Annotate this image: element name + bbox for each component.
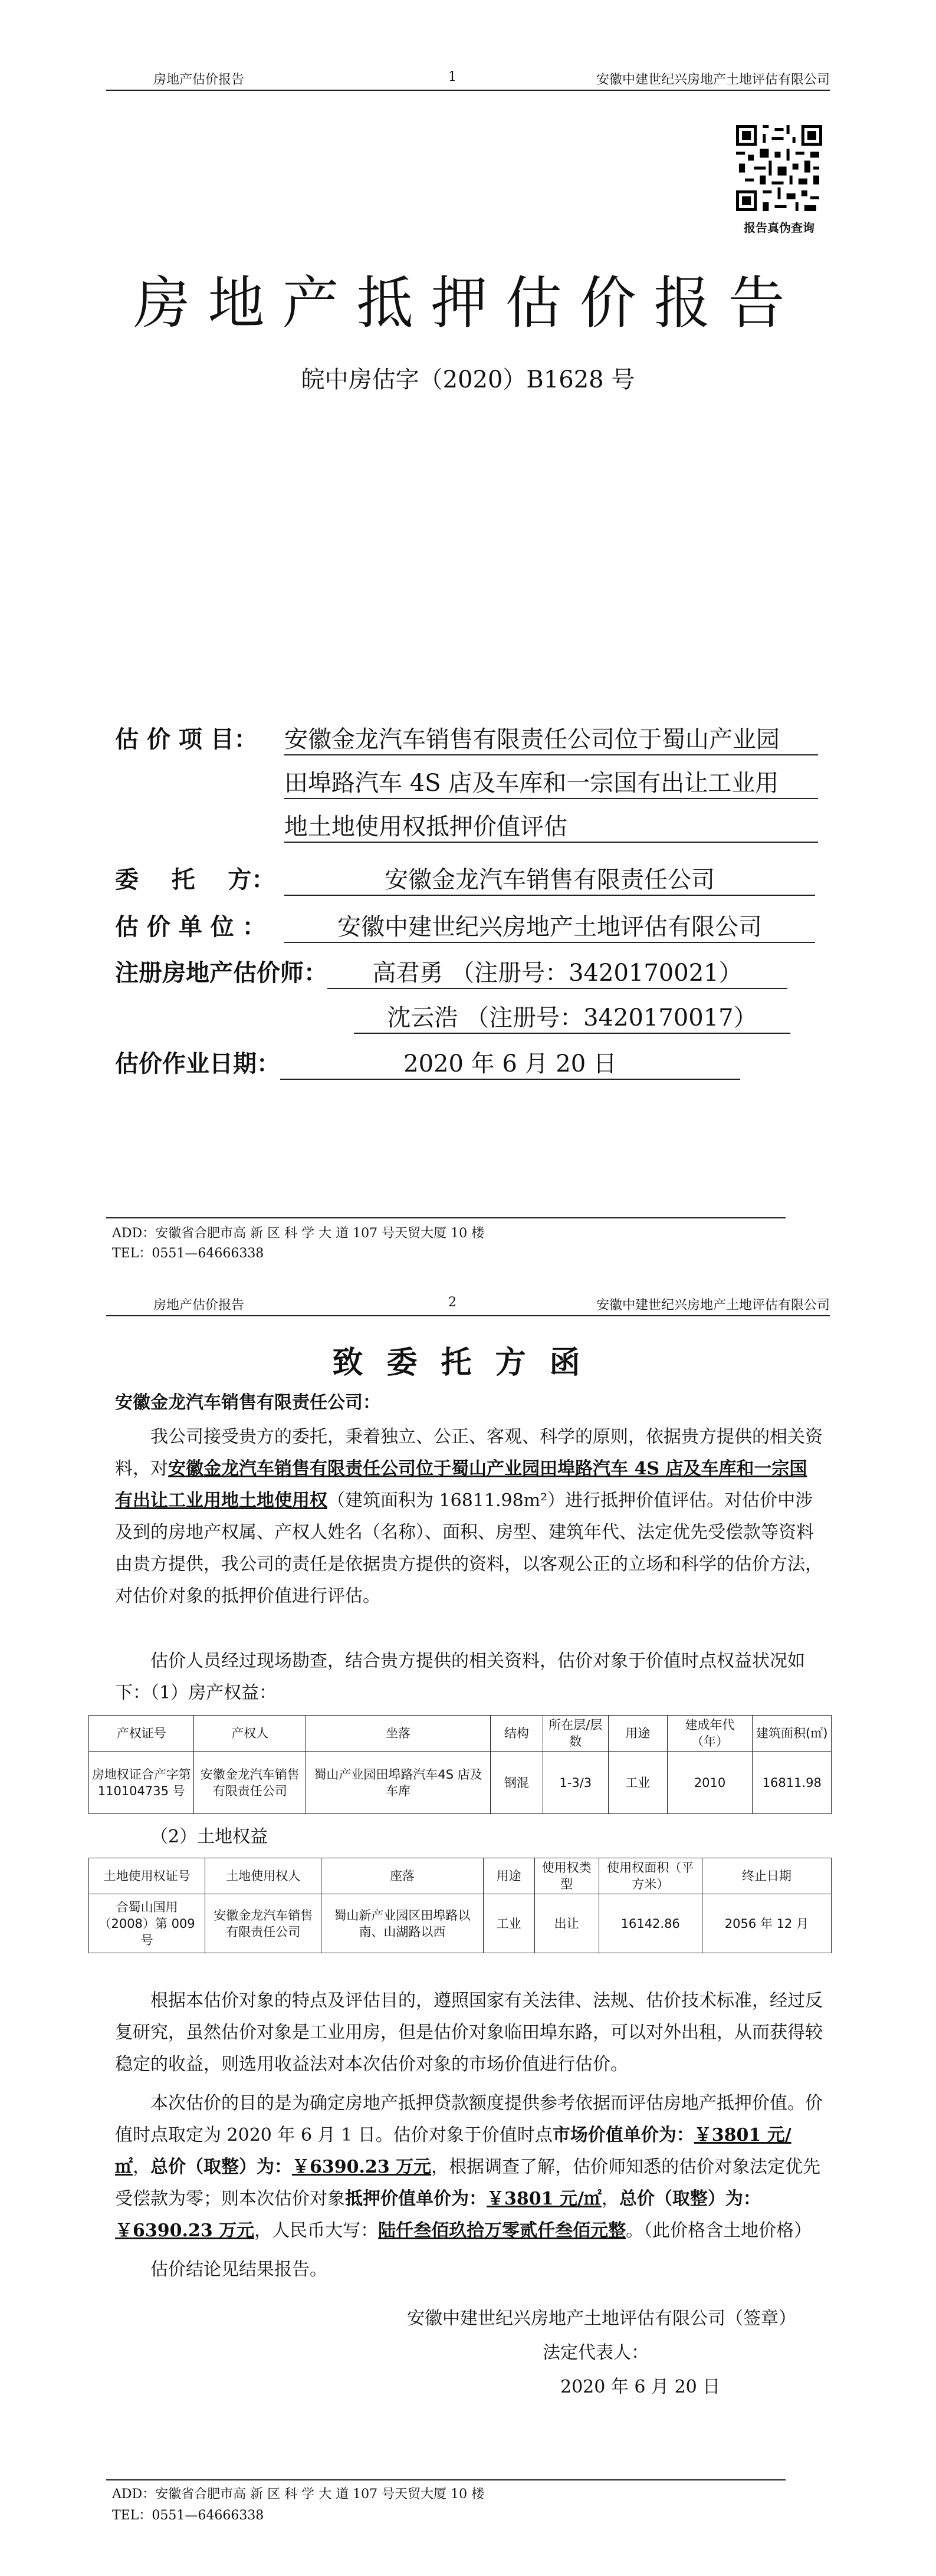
p1-rest: （建筑面积为 16811.98m²）进行抵押价值评估。对估价中涉及到的房地产权属、产权人姓名（名称）、面积、房型、建筑年代、法定优先受偿款等资料由贵方提供，我公司的责任是依据贵方提供的资料，以客观公正的立场和科学的估价方法，对估价对象的抵押价值进行评估。 [115,1490,823,1606]
p4-market-unit-label: 市场价值单价为： [552,2125,694,2145]
client-field [115,861,852,896]
table-cell: 16142.86 [599,1894,702,1953]
p1-subject: 安徽金龙汽车销售有限责任公司位于蜀山产业园田埠路汽车 4S 店及车库和一宗国有出让工业用地土地使用权 [115,1458,807,1511]
appraiser-two: 沈云浩 （注册号：3420170017） [354,999,790,1034]
p4-market-total-label: 总价（取整）为： [150,2157,292,2177]
table-header-cell: 结构 [491,1716,543,1752]
table-header-row [89,1858,832,1894]
signature-date: 2020 年 6 月 20 日 [560,2377,721,2397]
appraisers-field [115,954,852,990]
header-company: 安徽中建世纪兴房地产土地评估有限公司 [596,1298,830,1313]
table-header-cell: 用途 [483,1858,534,1894]
p4-rmb-label: ，人民币大写： [254,2220,379,2241]
p4-middle: ，根据调查了解，估价师知悉的估价对象法定优先受偿款为零；则本次估价对象 [115,2157,821,2209]
table-cell: 1-3/3 [543,1752,608,1814]
land-rights-label: （2）土地权益 [150,1826,268,1847]
table-cell: 安徽金龙汽车销售有限责任公司 [205,1894,321,1953]
table-header-cell: 所在层/层数 [543,1716,608,1752]
land-rights-table [88,1858,832,1953]
letter-addressee: 安徽金龙汽车销售有限责任公司： [115,1392,380,1413]
header-page-number: 1 [448,70,456,84]
work-date-field [115,1045,852,1080]
table-row [89,1894,832,1953]
signature-legal-rep: 法定代表人： [543,2342,649,2363]
header-page-number: 2 [448,1295,456,1310]
p4-mortgage-unit-price: ￥3801 元/㎡ [487,2189,602,2209]
footer-phone: TEL：0551—64666338 [112,1246,264,1261]
p4-sep: ， [133,2157,150,2177]
p4-note: 。（此价格含土地价格） [626,2220,812,2241]
table-header-cell: 使用权类型 [534,1858,599,1894]
qr-caption: 报告真伪查询 [744,221,815,235]
project-line-1: 安徽金龙汽车销售有限责任公司位于蜀山产业园 [284,721,818,755]
appraisers-label: 注册房地产估价师： [115,959,327,987]
running-header [106,1292,830,1316]
footer-divider [106,2479,786,2480]
running-header [106,66,830,91]
footer-address: ADD：安徽省合肥市高 新 区 科 学 大 道 107 号天贸大厦 10 楼 [112,2487,485,2502]
appraiser-one: 高君勇 （注册号：3420170021） [327,954,787,989]
letter-title: 致委托方函 [332,1345,604,1381]
p4-sep-2: ， [601,2189,619,2209]
project-line-3: 地土地使用权抵押价值评估 [284,808,818,843]
report-title: 房地产抵押估价报告 [133,270,803,336]
table-cell: 工业 [608,1752,667,1814]
table-cell: 蜀山产业园田埠路汽车4S 店及车库 [306,1752,491,1814]
table-cell: 钢混 [491,1752,543,1814]
footer-address: ADD：安徽省合肥市高 新 区 科 学 大 道 107 号天贸大厦 10 楼 [112,1226,485,1241]
table-cell: 蜀山新产业园区田埠路以南、山湖路以西 [321,1894,483,1953]
header-report-type: 房地产估价报告 [153,73,245,87]
letter-paragraph-1 [115,1421,823,1612]
appraiser-org-value: 安徽中建世纪兴房地产土地评估有限公司 [284,908,815,943]
table-header-cell: 座落 [321,1858,483,1894]
table-header-cell: 建成年代（年） [667,1716,753,1752]
p4-mortgage-total: ￥6390.23 万元 [115,2220,255,2241]
project-line-2: 田埠路汽车 4S 店及车库和一宗国有出让工业用 [284,764,818,799]
qr-code-icon[interactable] [736,125,822,211]
project-label: 估 价 项 目： [115,725,258,753]
letter-paragraph-2: 估价人员经过现场勘查，结合贵方提供的相关资料，估价对象于价值时点权益状况如下：（1）房产权益： [115,1651,805,1703]
house-rights-table [88,1715,832,1814]
signature-organization: 安徽中建世纪兴房地产土地评估有限公司（签章） [407,2308,796,2329]
letter-paragraph-3: 根据本估价对象的特点及评估目的，遵照国家有关法律、法规、估价技术标准，经过反复研究，虽然估价对象是工业用房，但是估价对象临田埠东路，可以对外出租，从而获得较稳定的收益，则选用收益法对本次估价对象的市场价值进行估价。 [115,1990,823,2075]
work-date-label: 估价作业日期： [115,1050,280,1077]
appraiser-org-label: 估 价 单 位 ： [115,913,266,941]
table-header-cell: 建筑面积(㎡) [753,1716,832,1752]
footer-divider [106,1217,786,1218]
p4-mortgage-unit-label: 抵押价值单价为： [345,2189,487,2209]
appraiser-org-field [115,908,852,944]
table-row [89,1752,832,1814]
client-value: 安徽金龙汽车销售有限责任公司 [284,861,815,896]
table-header-cell: 终止日期 [702,1858,831,1894]
table-header-row [89,1716,832,1752]
table-header-cell: 使用权面积（平方米） [599,1858,702,1894]
p4-market-unit-price: ￥3801 元/㎡ [115,2125,792,2177]
table-cell: 工业 [483,1894,534,1953]
letter-paragraph-5: 估价结论见结果报告。 [150,2259,327,2280]
report-number: 皖中房估字（2020）B1628 号 [301,366,635,393]
table-cell: 16811.98 [753,1752,832,1814]
table-header-cell: 用途 [608,1716,667,1752]
p4-market-total: ￥6390.23 万元 [292,2157,432,2177]
work-date-value: 2020 年 6 月 20 日 [280,1045,740,1080]
report-cover-page [0,0,936,1274]
table-cell: 安徽金龙汽车销售有限责任公司 [194,1752,306,1814]
table-header-cell: 产权人 [194,1716,306,1752]
table-cell: 2010 [667,1752,753,1814]
table-header-cell: 土地使用权证号 [89,1858,205,1894]
header-company: 安徽中建世纪兴房地产土地评估有限公司 [596,73,830,87]
p4-intro: 本次估价的目的是为确定房地产抵押贷款额度提供参考依据而评估房地产抵押价值。价值时点取定为 2020 年 6 月 1 日。估价对象于价值时点 [115,2093,823,2145]
footer-phone: TEL：0551—64666338 [112,2508,264,2523]
table-header-cell: 产权证号 [89,1716,194,1752]
header-report-type: 房地产估价报告 [153,1298,245,1313]
p4-mortgage-total-label: 总价（取整）为： [619,2189,761,2209]
client-label: 委 托 方： [115,866,275,893]
table-cell: 2056 年 12 月 [702,1894,831,1953]
table-header-cell: 坐落 [306,1716,491,1752]
p1-intro: 我公司接受贵方的委托，秉着独立、公正、客观、科学的原则，依据贵方提供的相关资料，对 [115,1427,823,1479]
letter-paragraph-4 [115,2088,823,2247]
table-cell: 出让 [534,1894,599,1953]
table-cell: 合蜀山国用（2008）第 009 号 [89,1894,205,1953]
p4-rmb-uppercase: 陆仟叁佰玖拾万零贰仟叁佰元整 [378,2220,626,2241]
table-cell: 房地权证合产字第 110104735 号 [89,1752,194,1814]
table-header-cell: 土地使用权人 [205,1858,321,1894]
